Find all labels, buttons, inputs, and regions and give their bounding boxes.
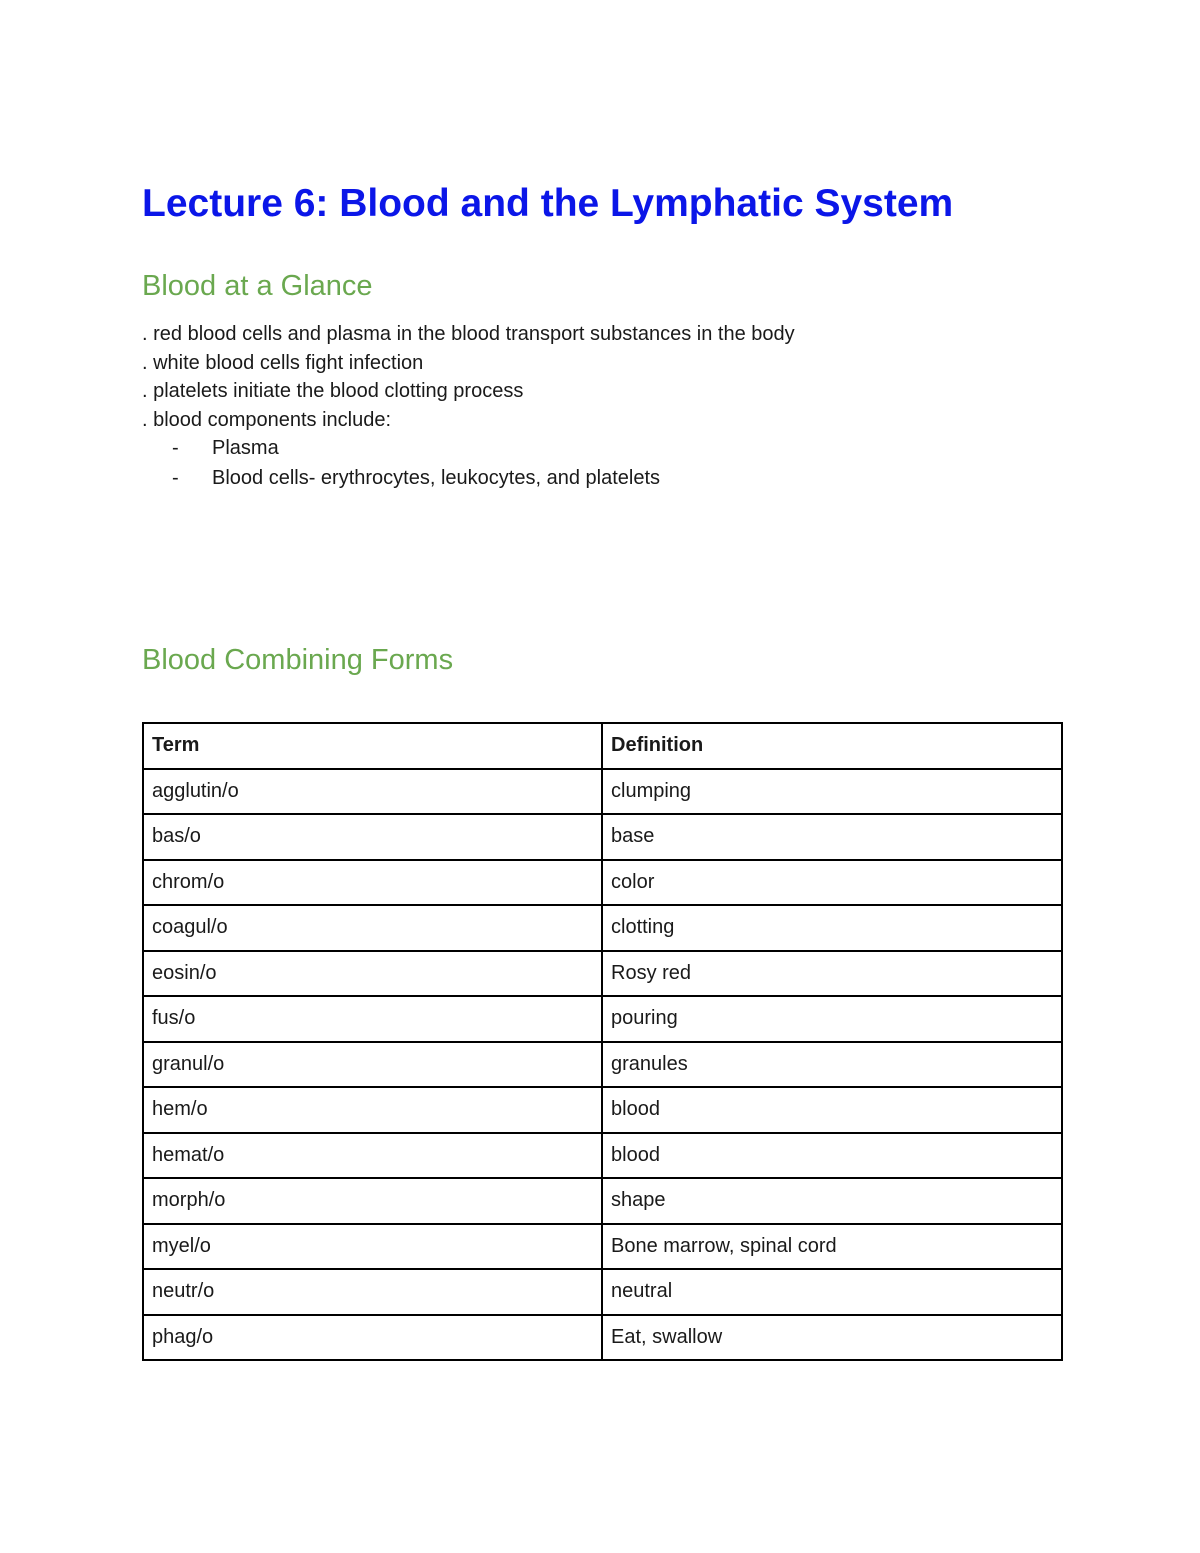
table-header-row	[143, 723, 1062, 769]
definition-cell: granules	[602, 1042, 1062, 1088]
table-row	[143, 951, 1062, 997]
sub-bullet-text: Blood cells- erythrocytes, leukocytes, and platelets	[212, 467, 660, 489]
table-row	[143, 1133, 1062, 1179]
table-row	[143, 860, 1062, 906]
table-row	[143, 769, 1062, 815]
term-cell: coagul/o	[143, 905, 602, 951]
definition-cell: Eat, swallow	[602, 1315, 1062, 1361]
definition-cell: pouring	[602, 996, 1062, 1042]
dash-marker: -	[172, 437, 179, 459]
sub-bullet-item	[172, 463, 660, 493]
table-row	[143, 1178, 1062, 1224]
definition-cell: blood	[602, 1133, 1062, 1179]
blood-components-list	[172, 433, 660, 493]
definition-cell: base	[602, 814, 1062, 860]
term-cell: granul/o	[143, 1042, 602, 1088]
definition-cell: clotting	[602, 905, 1062, 951]
table-row	[143, 814, 1062, 860]
section-heading-blood-at-a-glance: Blood at a Glance	[142, 270, 373, 302]
term-cell: agglutin/o	[143, 769, 602, 815]
sub-bullet-text: Plasma	[212, 437, 279, 459]
definition-cell: shape	[602, 1178, 1062, 1224]
term-cell: fus/o	[143, 996, 602, 1042]
table-row	[143, 905, 1062, 951]
bullet-item: . red blood cells and plasma in the blood transport substances in the body	[142, 323, 795, 345]
combining-forms-table	[142, 722, 1063, 1361]
column-header-definition: Definition	[602, 723, 1062, 769]
term-cell: myel/o	[143, 1224, 602, 1270]
table-row	[143, 1087, 1062, 1133]
table-row	[143, 1224, 1062, 1270]
bullet-item: . platelets initiate the blood clotting process	[142, 380, 524, 402]
term-cell: phag/o	[143, 1315, 602, 1361]
term-cell: hemat/o	[143, 1133, 602, 1179]
definition-cell: Rosy red	[602, 951, 1062, 997]
table-row	[143, 1042, 1062, 1088]
term-cell: morph/o	[143, 1178, 602, 1224]
bullet-item: . blood components include:	[142, 408, 392, 431]
term-cell: hem/o	[143, 1087, 602, 1133]
definition-cell: Bone marrow, spinal cord	[602, 1224, 1062, 1270]
dash-marker: -	[172, 467, 179, 489]
definition-cell: neutral	[602, 1269, 1062, 1315]
term-cell: eosin/o	[143, 951, 602, 997]
page-title: Lecture 6: Blood and the Lymphatic System	[142, 182, 954, 225]
table-row	[143, 1269, 1062, 1315]
sub-bullet-item	[172, 433, 660, 463]
term-cell: neutr/o	[143, 1269, 602, 1315]
table-row	[143, 1315, 1062, 1361]
column-header-term: Term	[143, 723, 602, 769]
definition-cell: blood	[602, 1087, 1062, 1133]
bullet-item: . white blood cells fight infection	[142, 351, 424, 374]
term-cell: bas/o	[143, 814, 602, 860]
table-row	[143, 996, 1062, 1042]
definition-cell: clumping	[602, 769, 1062, 815]
term-cell: chrom/o	[143, 860, 602, 906]
definition-cell: color	[602, 860, 1062, 906]
section-heading-blood-combining-forms: Blood Combining Forms	[142, 644, 454, 676]
glance-bullet-list	[142, 320, 795, 434]
